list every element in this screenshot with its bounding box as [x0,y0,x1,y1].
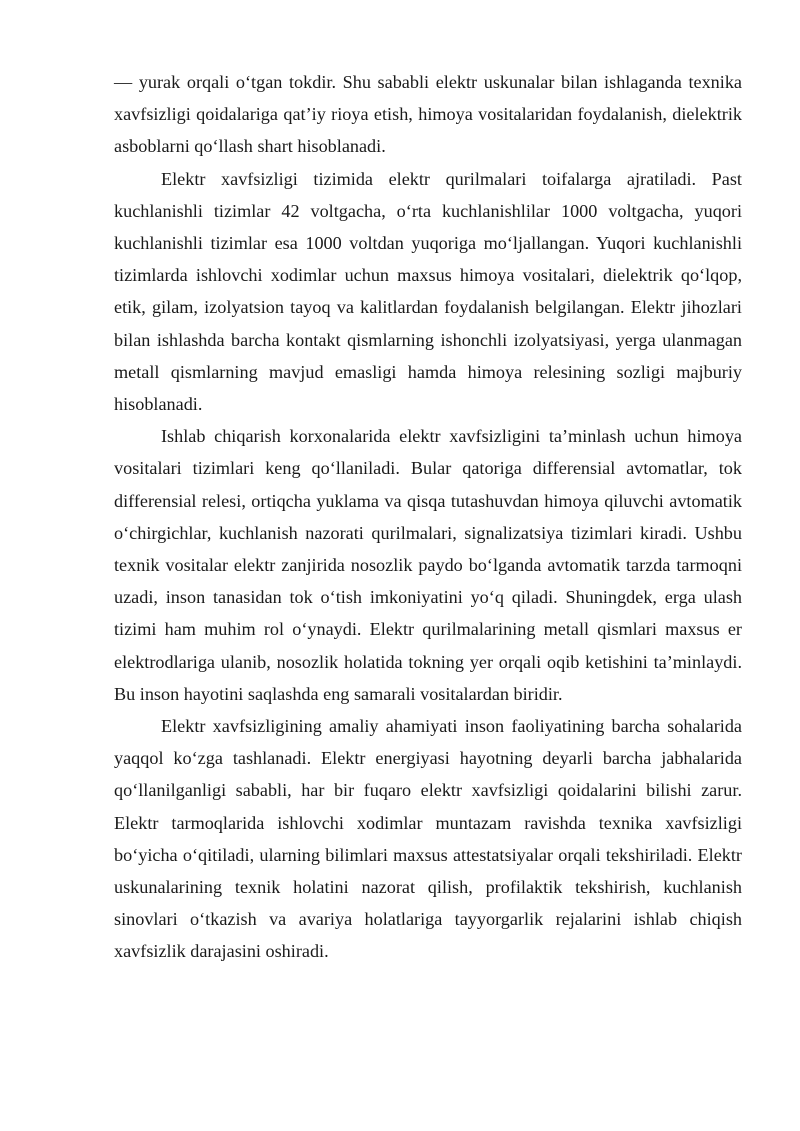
paragraph-practical-importance: Elektr xavfsizligining amaliy ahamiyati inson faoliyatining barcha sohalarida yaqqol ko‘zga tashlanadi. Elektr energiyasi hayotning deyarli barcha jabhalarida qo‘llanilganligi sababli, har bir fuqaro elektr xavfsizligi qoidalarini bilishi zarur. Elektr tarmoqlarida ishlovchi xodimlar muntazam ravishda texnika xavfsizligi bo‘yicha o‘qitiladi, ularning bilimlari maxsus attestatsiyalar orqali tekshiriladi. Elektr uskunalarining texnik holatini nazorat qilish, profilaktik tekshirish, kuchlanish sinovlari o‘tkazish va avariya holatlariga tayyorgarlik rejalarini ishlab chiqish xavfsizlik darajasini oshiradi. [114,716,742,962]
paragraph-protection-systems: Ishlab chiqarish korxonalarida elektr xavfsizligini ta’minlash uchun himoya vositalari tizimlari keng qo‘llaniladi. Bular qatoriga differensial avtomatlar, tok differensial relesi, ortiqcha yuklama va qisqa tutashuvdan himoya qiluvchi avtomatik o‘chirgichlar, kuchlanish nazorati qurilmalari, signalizatsiya tizimlari kiradi. Ushbu texnik vositalar elektr zanjirida nosozlik paydo bo‘lganda avtomatik tarzda tarmoqni uzadi, inson tanasidan tok o‘tish imkoniyatini yo‘q qiladi. Shuningdek, erga ulash tizimi ham muhim rol o‘ynaydi. Elektr qurilmalarining metall qismlari maxsus er elektrodlariga ulanib, nosozlik holatida tokning yer orqali oqib ketishini ta’minlaydi. Bu inson hayotini saqlashda eng samarali vositalardan biridir. [114,426,742,704]
paragraph-voltage-categories: Elektr xavfsizligi tizimida elektr qurilmalari toifalarga ajratiladi. Past kuchlanishli tizimlar 42 voltgacha, o‘rta kuchlanishlilar 1000 voltgacha, yuqori kuchlanishli tizimlar esa 1000 voltdan yuqoriga mo‘ljallangan. Yuqori kuchlanishli tizimlarda ishlovchi xodimlar uchun maxsus himoya vositalari, dielektrik qo‘lqop, etik, gilam, izolyatsion tayoq va kalitlardan foydalanish belgilangan. Elektr jihozlari bilan ishlashda barcha kontakt qismlarning ishonchli izolyatsiyasi, yerga ulanmagan metall qismlarning mavjud emasligi hamda himoya relesining sozligi majburiy hisoblanadi. [114,168,742,415]
document-page [114,66,742,968]
paragraph-continuation: — yurak orqali o‘tgan tokdir. Shu sababli elektr uskunalar bilan ishlaganda texnika xavfsizligi qoidalariga qat’iy rioya etish, himoya vositalaridan foydalanish, dielektrik asboblarni qo‘llash shart hisoblanadi. [114,72,742,157]
